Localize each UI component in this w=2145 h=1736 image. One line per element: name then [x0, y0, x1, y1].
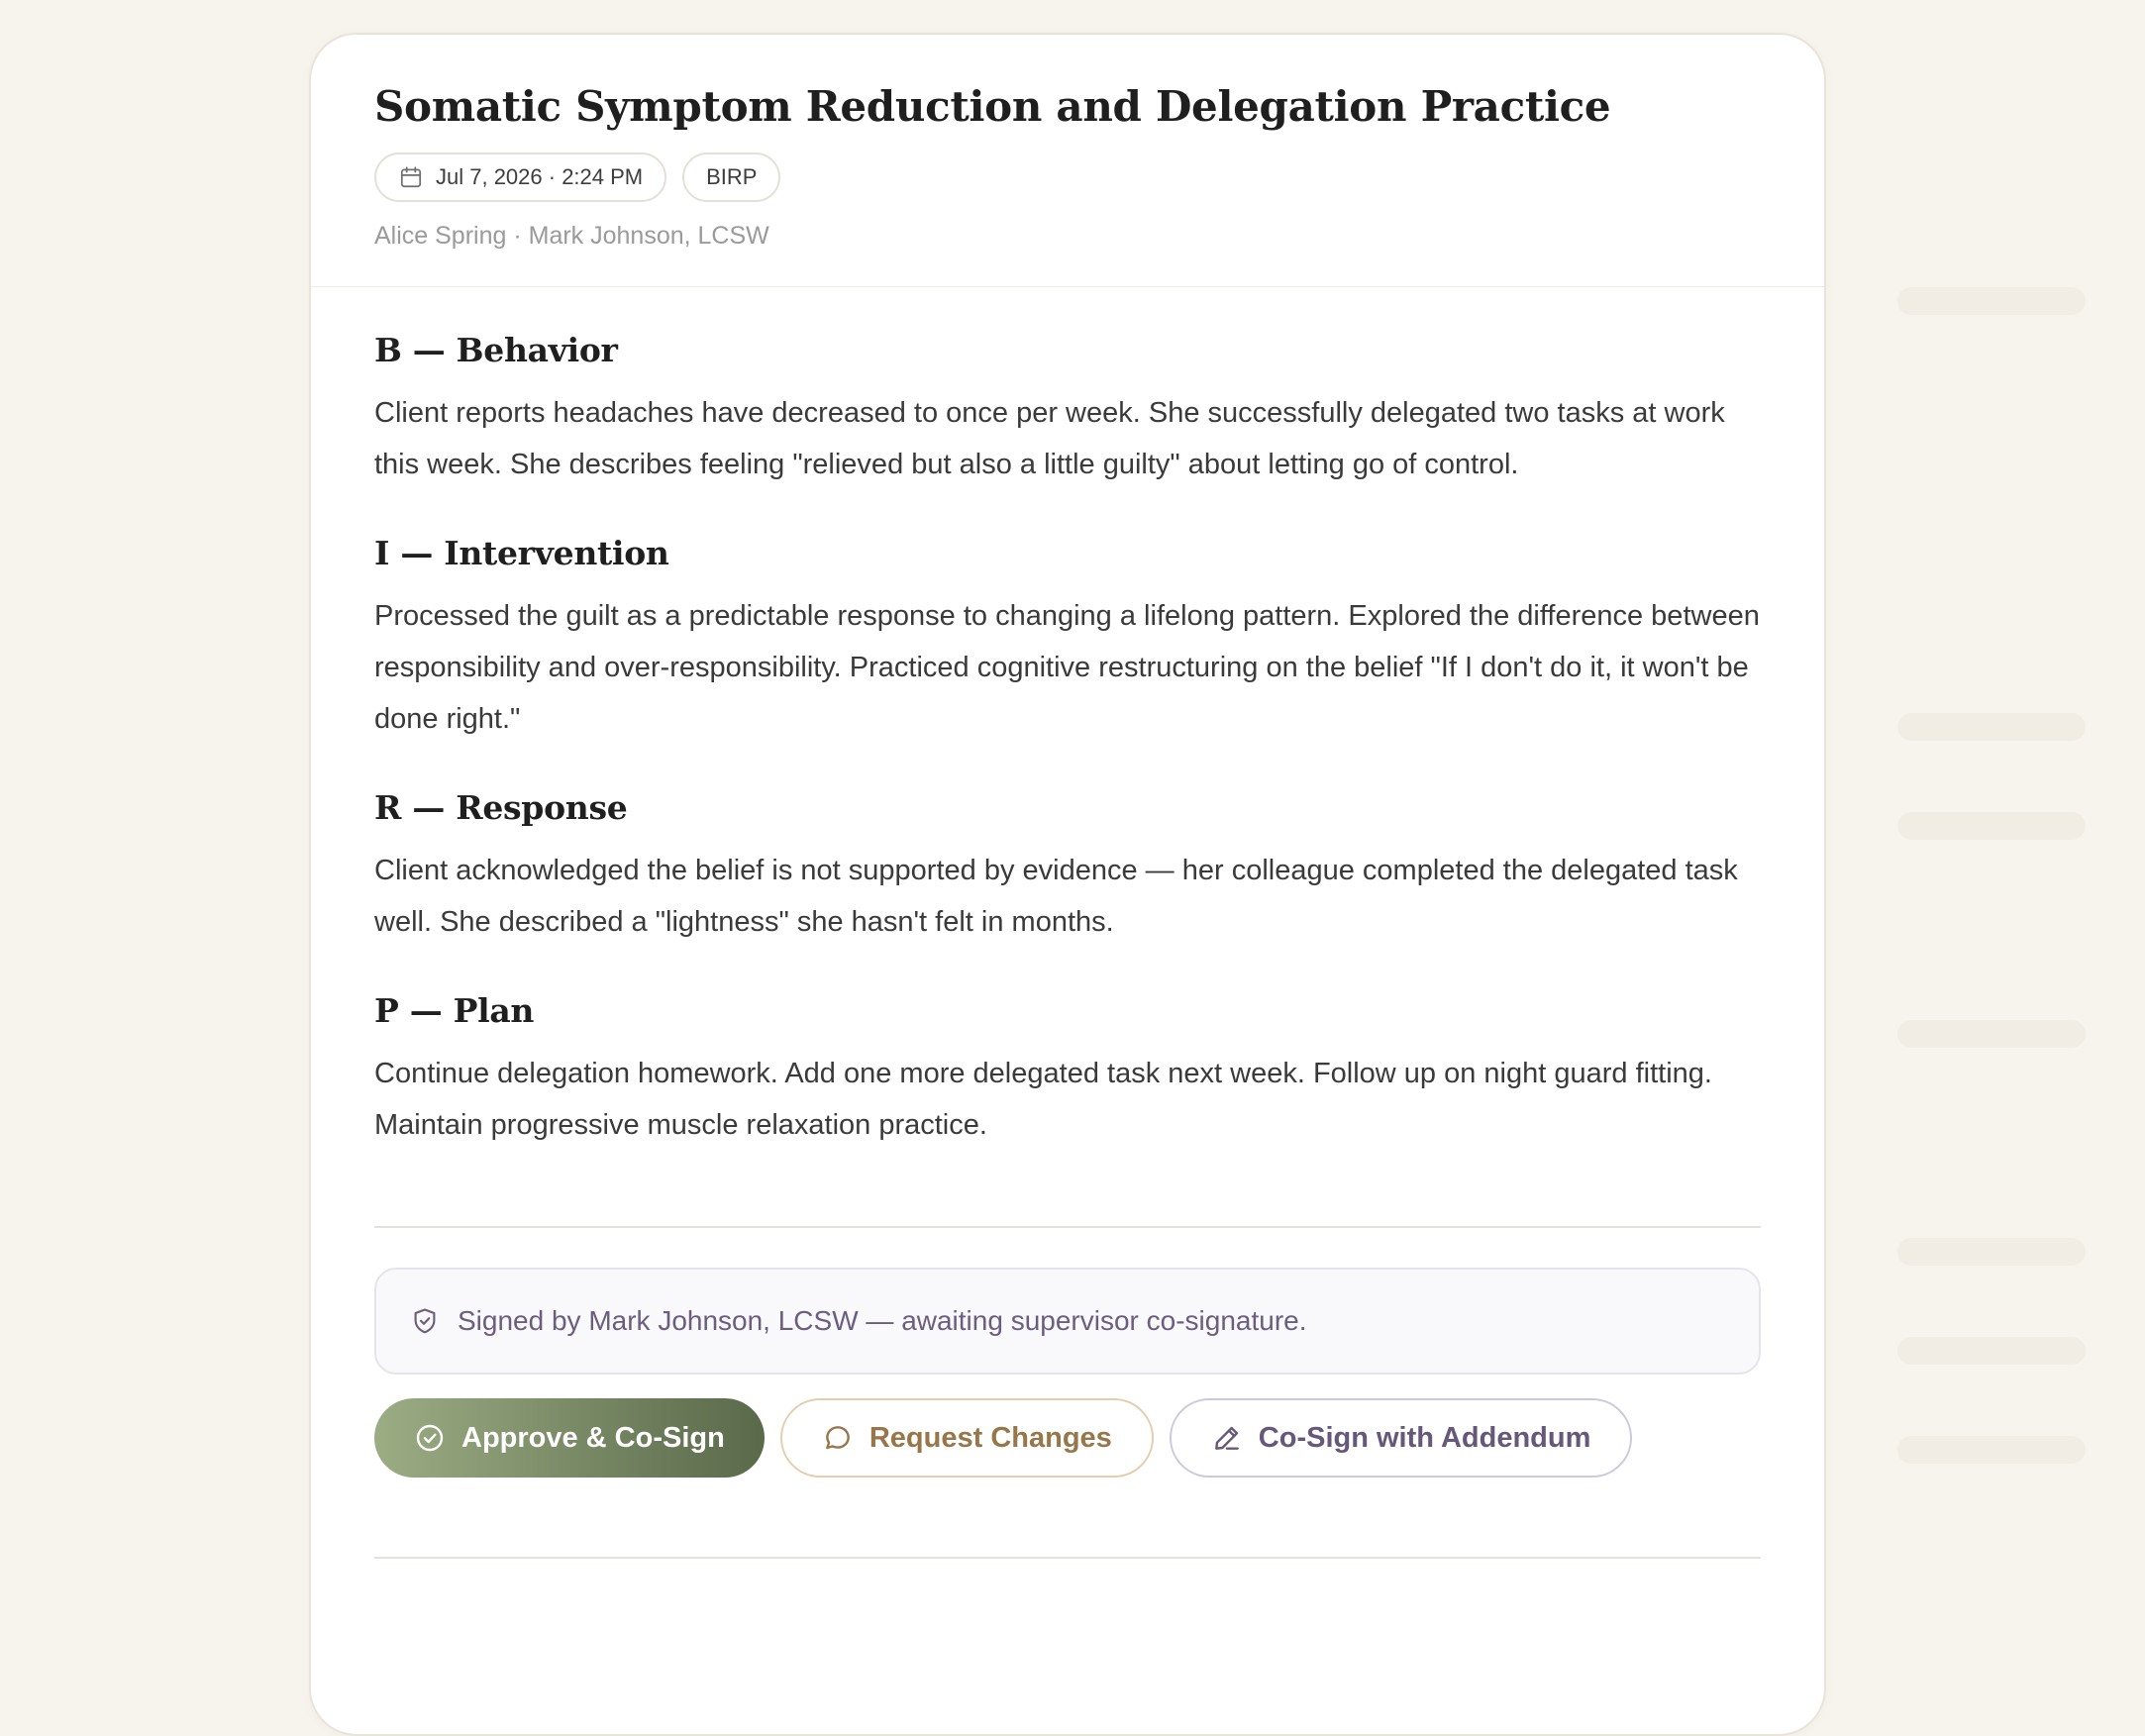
- section-behavior: [374, 331, 1761, 490]
- section-plan: [374, 991, 1761, 1151]
- note-body: [311, 287, 1824, 1559]
- section-text: Processed the guilt as a predictable response to changing a lifelong pattern. Explored the difference between responsibility and over-responsibility. Practiced cognitive restructuring on the belief "If I don't do it, it won't be done right.": [374, 600, 1760, 735]
- section-text: Continue delegation homework. Add one more delegated task next week. Follow up on night guard fitting. Maintain progressive muscle relaxation practice.: [374, 1058, 1712, 1141]
- signature-status-text: Signed by Mark Johnson, LCSW — awaiting supervisor co-signature.: [458, 1305, 1307, 1336]
- background-item: [1897, 1436, 2086, 1464]
- note-card: [309, 33, 1826, 1736]
- signature-status-box: [374, 1268, 1761, 1375]
- section-heading: R — Response: [374, 788, 628, 827]
- approve-cosign-label: Approve & Co-Sign: [461, 1421, 725, 1454]
- format-chip: [682, 153, 780, 202]
- divider: [374, 1226, 1761, 1228]
- note-chips: [374, 153, 1761, 202]
- section-text: Client reports headaches have decreased to once per week. She successfully delegated two tasks at work this week. She describes feeling "relieved but also a little guilty" about letting go of control.: [374, 397, 1725, 480]
- section-heading: I — Intervention: [374, 534, 669, 572]
- format-chip-label: BIRP: [706, 164, 758, 189]
- request-changes-button[interactable]: [780, 1398, 1154, 1478]
- note-header: [311, 35, 1824, 287]
- calendar-icon: [398, 164, 424, 190]
- note-title: Somatic Symptom Reduction and Delegation Practice: [374, 82, 1611, 131]
- background-item: [1897, 1337, 2086, 1365]
- section-text: Client acknowledged the belief is not supported by evidence — her colleague completed the delegated task well. She described a "lightness" she hasn't felt in months.: [374, 855, 1738, 938]
- request-changes-label: Request Changes: [868, 1421, 1112, 1454]
- background-item: [1897, 287, 2086, 315]
- background-item: [1897, 1238, 2086, 1266]
- background-item: [1897, 1020, 2086, 1048]
- section-intervention: [374, 534, 1761, 745]
- shield-check-icon: [410, 1306, 440, 1336]
- note-meta: Alice Spring · Mark Johnson, LCSW: [374, 222, 769, 250]
- date-chip-label: Jul 7, 2026 · 2:24 PM: [436, 164, 644, 189]
- approve-cosign-button[interactable]: [374, 1398, 765, 1478]
- section-heading: P — Plan: [374, 991, 535, 1030]
- cosign-addendum-button[interactable]: [1170, 1398, 1633, 1478]
- review-actions: [374, 1398, 1761, 1478]
- background-item: [1897, 713, 2086, 741]
- section-response: [374, 788, 1761, 948]
- cosign-addendum-label: Co-Sign with Addendum: [1258, 1421, 1591, 1454]
- divider: [374, 1557, 1761, 1559]
- check-circle-icon: [414, 1422, 446, 1454]
- message-bubble-icon: [822, 1422, 854, 1454]
- date-chip: [374, 153, 666, 202]
- section-heading: B — Behavior: [374, 331, 618, 369]
- background-item: [1897, 812, 2086, 840]
- pencil-icon: [1211, 1422, 1243, 1454]
